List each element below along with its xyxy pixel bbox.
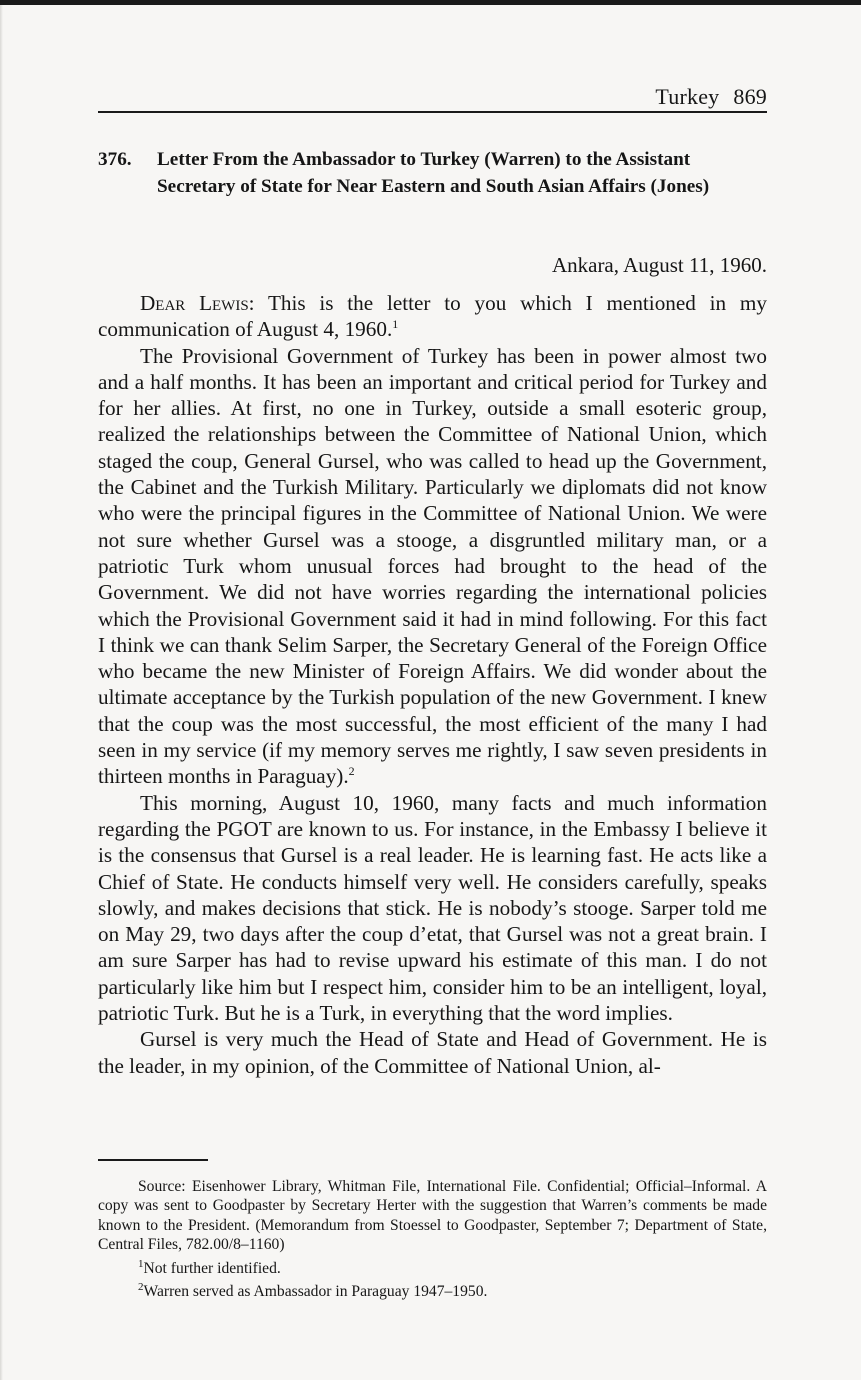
running-head-section: Turkey	[655, 84, 720, 109]
header-rule	[98, 111, 767, 113]
paragraph-2	[98, 343, 767, 790]
footnote-1-mark: 1	[138, 1257, 144, 1270]
scan-top-edge	[0, 0, 861, 5]
salutation: Dear Lewis:	[140, 291, 255, 315]
footnote-rule	[98, 1159, 208, 1161]
page-number: 869	[733, 84, 767, 109]
footnote-1	[98, 1259, 767, 1278]
letter-body	[98, 290, 767, 1079]
footnote-2-text: Warren served as Ambassador in Paraguay 1947–1950.	[143, 1283, 488, 1301]
source-note: Source: Eisenhower Library, Whitman File, International File. Confidential; Official–Informal. A copy was sent to Goodpaster by Secretary Herter with the suggestion that Warren’s comments be made known to the President. (Memorandum from Stoessel to Goodpaster, September 7; Department of State, Central Files, 782.00/8–1160)	[98, 1178, 767, 1254]
paragraph-2-text: The Provisional Government of Turkey has been in power almost two and a half months. It has been an important and critical period for Turkey and for her allies. At first, no one in Turkey, outside a small esoteric group, realized the relationships between the Committee of National Union, which staged the coup, General Gursel, who was called to head up the Government, the Cabinet and the Turkish Military. Particularly we diplomats did not know who were the principal figures in the Committee of National Union. We were not sure whether Gursel was a stooge, a disgruntled military man, or a patriotic Turk whom unusual forces had brought to the head of the Government. We did not have worries regarding the international policies which the Provisional Government said it had in mind following. For this fact I think we can thank Selim Sarper, the Secretary General of the Foreign Office who became the new Minister of Foreign Affairs. We did wonder about the ultimate acceptance by the Turkish population of the new Government. I knew that the coup was the most successful, the most efficient of the many I had seen in my service (if my memory serves me rightly, I saw seven presidents in thirteen months in Paraguay).	[98, 343, 767, 789]
footnote-2-mark: 2	[138, 1281, 144, 1294]
scan-left-edge	[0, 5, 3, 1380]
running-head	[98, 84, 767, 110]
document-title: Letter From the Ambassador to Turkey (Warren) to the Assistant Secretary of State for Near Eastern and South Asian Affairs (Jones)	[157, 149, 710, 197]
paragraph-3: This morning, August 10, 1960, many facts and much information regarding the PGOT are known to us. For instance, in the Embassy I believe it is the consensus that Gursel is a real leader. He is learning fast. He acts like a Chief of State. He conducts himself very well. He considers carefully, speaks slowly, and makes decisions that stick. He is nobody’s stooge. Sarper told me on May 29, two days after the coup d’etat, that Gursel was not a great brain. I am sure Sarper has had to revise upward his estimate of this man. I do not particularly like him but I respect him, consider him to be an intelligent, loyal, patriotic Turk. But he is a Turk, in everything that the word implies.	[98, 790, 767, 1026]
footnote-ref-2: 2	[348, 764, 355, 779]
footnote-2	[98, 1282, 767, 1301]
paragraph-1-text: This is the letter to you which I mentioned in my communication of August 4, 1960.	[98, 291, 767, 342]
paragraph-4: Gursel is very much the Head of State and Head of Government. He is the leader, in my opinion, of the Committee of National Union, al-	[98, 1027, 767, 1078]
document-number: 376.	[98, 149, 132, 170]
document-heading	[98, 146, 767, 200]
dateline: Ankara, August 11, 1960.	[551, 253, 767, 277]
footnote-1-text: Not further identified.	[143, 1259, 281, 1277]
footnote-ref-1: 1	[392, 317, 399, 332]
footnotes	[98, 1177, 767, 1301]
paragraph-1	[98, 290, 767, 343]
